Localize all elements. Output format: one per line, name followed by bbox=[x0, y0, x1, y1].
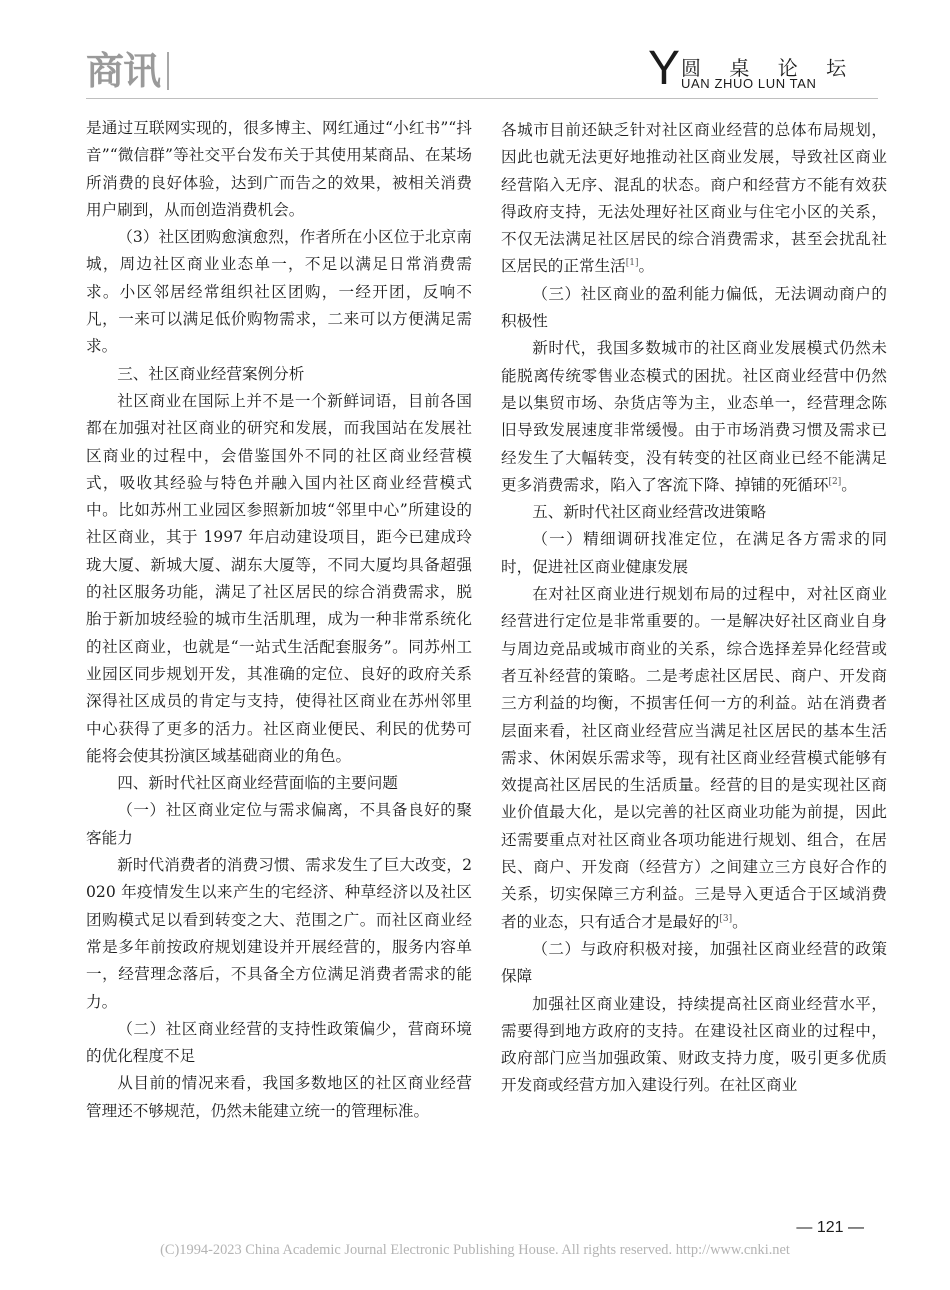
paragraph-text: （二）社区商业经营的支持性政策偏少，营商环境的优化程度不足 bbox=[86, 1019, 472, 1066]
paragraph bbox=[86, 388, 472, 770]
paragraph bbox=[86, 1016, 472, 1071]
paragraph bbox=[501, 936, 887, 991]
paragraph bbox=[86, 770, 472, 797]
paragraph bbox=[86, 797, 472, 852]
citation-ref: [1] bbox=[625, 258, 639, 269]
paragraph bbox=[501, 281, 887, 336]
forum-title-cn: 圆 桌 论 坛 bbox=[681, 56, 858, 80]
paragraph-text: 加强社区商业建设，持续提高社区商业经营水平，需要得到地方政府的支持。在建设社区商业的过程中，政府部门应当加强政策、财政支持力度，吸引更多优质开发商或经营方加入建设行列。在社区商业 bbox=[501, 994, 887, 1095]
paragraph-text: 新时代消费者的消费习惯、需求发生了巨大改变，2020 年疫情发生以来产生的宅经济、种草经济以及社区团购模式足以看到转变之大、范围之广。而社区商业经常是多年前按政府规划建设并开展经营的，服务内容单一，经营理念落后，不具备全方位满足消费者需求的能力。 bbox=[86, 856, 472, 1011]
paragraph-text: 各城市目前还缺乏针对社区商业经营的总体布局规划，因此也就无法更好地推动社区商业发展，导致社区商业经营陷入无序、混乱的状态。商户和经营方不能有效获得政府支持，无法处理好社区商业与住宅小区的关系，不仅无法满足社区居民的综合消费需求，甚至会扰乱社区居民的正常生活 bbox=[501, 121, 887, 276]
paragraph bbox=[86, 852, 472, 1016]
forum-logo bbox=[648, 42, 878, 95]
paragraph-text: 新时代，我国多数城市的社区商业发展模式仍然未能脱离传统零售业态模式的困扰。社区商业经营中仍然是以集贸市场、杂货店等为主，业态单一，经营理念陈旧导致发展速度非常缓慢。由于市场消费习惯及需求已经发生了大幅转变，没有转变的社区商业已经不能满足更多消费需求，陷入了客流下降、掉铺的死循环 bbox=[501, 339, 887, 494]
paragraph-text: 是通过互联网实现的，很多博主、网红通过“小红书”“抖音”“微信群”等社交平台发布关于其使用某商品、在某场所消费的良好体验，达到广而告之的效果，被相关消费用户刷到，从而创造消费机会。 bbox=[86, 119, 472, 219]
paragraph-tail: 。 bbox=[638, 257, 655, 276]
paragraph bbox=[501, 117, 887, 281]
paragraph bbox=[86, 361, 472, 388]
paragraph-text: 三、社区商业经营案例分析 bbox=[117, 364, 305, 383]
paragraph-text: 四、新时代社区商业经营面临的主要问题 bbox=[117, 774, 398, 793]
logo-divider bbox=[167, 52, 169, 90]
left-column bbox=[86, 115, 472, 1125]
copyright-notice: (C)1994-2023 China Academic Journal Electronic Publishing House. All rights reserved. http://www.cnki.net bbox=[160, 1242, 790, 1258]
paragraph bbox=[501, 991, 887, 1100]
paragraph-text: （一）精细调研找准定位，在满足各方需求的同时，促进社区商业健康发展 bbox=[501, 530, 887, 576]
paragraph-text: 在对社区商业进行规划布局的过程中，对社区商业经营进行定位是非常重要的。一是解决好社区商业自身与周边竞品或城市商业的关系，综合选择差异化经营或者互补经营的策略。二是考虑社区居民、商户、开发商三方利益的均衡，不损害任何一方的利益。站在消费者层面来看，社区商业经营应当满足社区居民的基本生活需求、休闲娱乐需求等，现有社区商业经营模式能够有效提高社区居民的生活质量。经营的目的是实现社区商业价值最大化，是以完善的社区商业功能为前提，因此还需要重点对社区商业各项功能进行规划、组合，在居民、商户、开发商（经营方）之间建立三方良好合作的关系，切实保障三方利益。三是导入更适合于区域消费者的业态，只有适合才是最好的 bbox=[501, 585, 887, 931]
page-header bbox=[0, 0, 950, 95]
paragraph bbox=[501, 581, 887, 936]
forum-initial: Y bbox=[648, 42, 681, 95]
paragraph-text: （三）社区商业的盈利能力偏低，无法调动商户的积极性 bbox=[501, 284, 887, 331]
paragraph-tail: 。 bbox=[732, 912, 748, 931]
paragraph bbox=[501, 335, 887, 499]
paragraph-text: 社区商业在国际上并不是一个新鲜词语，目前各国都在加强对社区商业的研究和发展，而我国站在发展社区商业的过程中，会借鉴国外不同的社区商业经营模式，吸收其经验与特色并融入国内社区商业经营模式中。比如苏州工业园区参照新加坡“邻里中心”所建设的社区商业，其于 1997 年启动建设项目，距今已建成玲珑大厦、新城大厦、湖东大厦等，不同大厦均具备超强的社区服务功能，满足了社区居民的综合消费需求，脱胎于新加坡经验的城市生活肌理，成为一种非常系统化的社区商业，也就是“一站式生活配套服务”。同苏州工业园区同步规划开发，其准确的定位、良好的政府关系深得社区成员的肯定与支持，使得社区商业在苏州邻里中心获得了更多的活力。社区商业便民、利民的优势可能将会使其扮演区域基础商业的角色。 bbox=[86, 391, 472, 765]
paragraph-text: （一）社区商业定位与需求偏离，不具备良好的聚客能力 bbox=[86, 801, 472, 847]
paragraph bbox=[501, 499, 887, 526]
header-rule bbox=[86, 98, 878, 99]
paragraph-text: （3）社区团购愈演愈烈，作者所在小区位于北京南城，周边社区商业业态单一，不足以满足日常消费需求。小区邻居经常组织社区团购，一经开团，反响不凡，一来可以满足低价购物需求，二来可以方便满足需求。 bbox=[86, 228, 472, 356]
paragraph-tail: 。 bbox=[841, 475, 857, 494]
forum-title-en: UAN ZHUO LUN TAN bbox=[681, 76, 817, 91]
paragraph bbox=[86, 115, 472, 224]
paragraph-text: 从目前的情况来看，我国多数地区的社区商业经营管理还不够规范，仍然未能建立统一的管理标准。 bbox=[86, 1074, 472, 1120]
paragraph-text: 五、新时代社区商业经营改进策略 bbox=[532, 503, 767, 522]
paragraph bbox=[86, 1070, 472, 1125]
paragraph-text: （二）与政府积极对接，加强社区商业经营的政策保障 bbox=[501, 939, 887, 986]
paragraph bbox=[501, 526, 887, 581]
page-number: — 121 — bbox=[796, 1219, 864, 1236]
paragraph bbox=[86, 224, 472, 360]
citation-ref: [2] bbox=[828, 476, 842, 487]
right-column bbox=[501, 117, 887, 1100]
journal-logo: 商讯 bbox=[86, 49, 161, 93]
citation-ref: [3] bbox=[719, 913, 733, 924]
